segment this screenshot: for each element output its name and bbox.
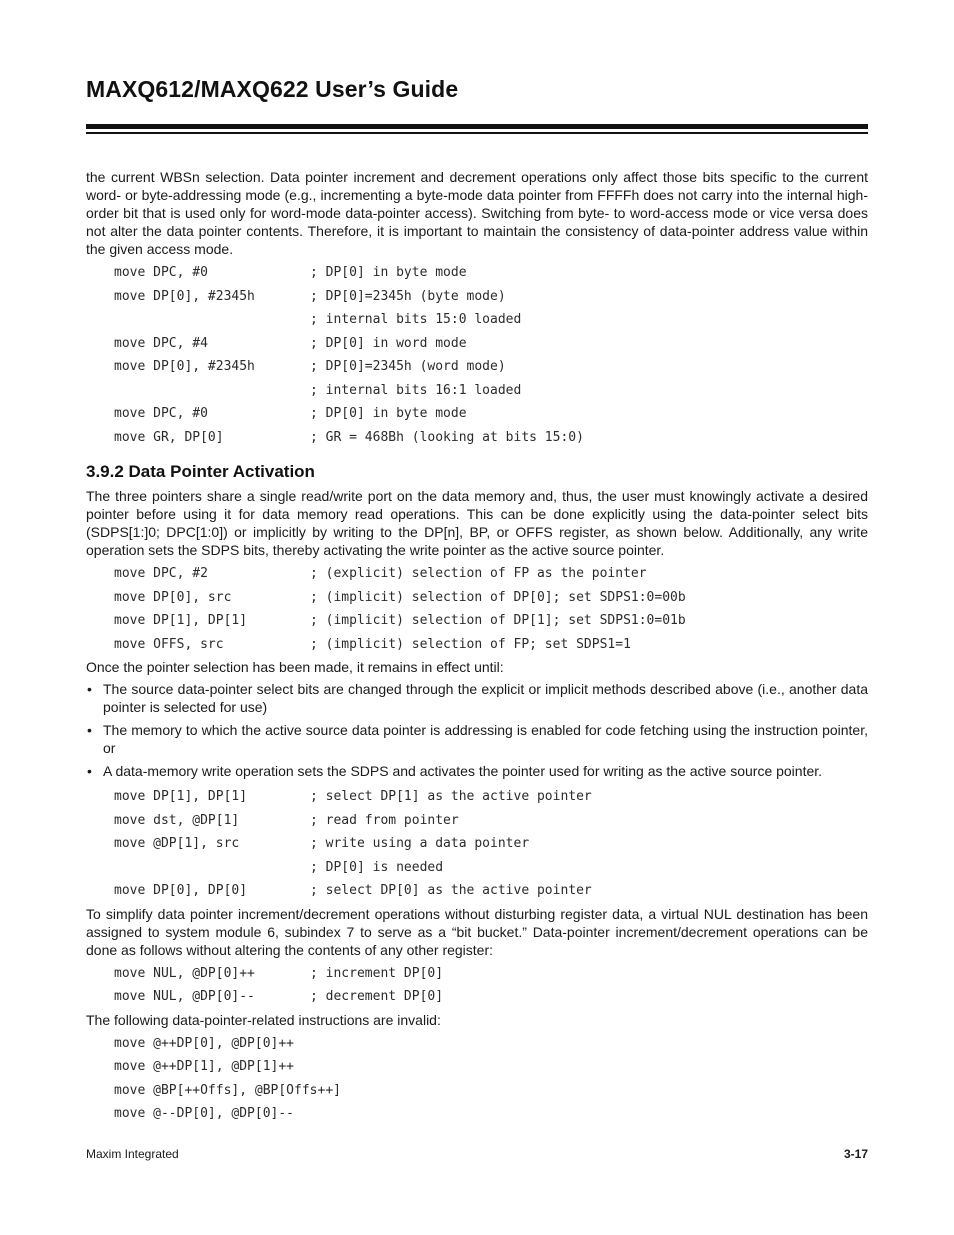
code-comment: ; select DP[0] as the active pointer: [310, 883, 592, 898]
header-rule-thick: [86, 124, 868, 129]
code-line: [114, 609, 868, 633]
code-line: [114, 379, 868, 403]
code-instruction: move NUL, @DP[0]--: [114, 989, 255, 1004]
code-comment: ; DP[0] in byte mode: [310, 265, 467, 280]
section-paragraph-1: The three pointers share a single read/write port on the data memory and, thus, the user must knowingly activate a desired pointer before using it for data memory read operations. This can be done explicitly using the data-pointer select bits (SDPS[1:]0; DPC[1:0]) or implicitly by writing to the DP[n], BP, or OFFS register, as shown below. Additionally, any write operation sets the SDPS bits, thereby activating the write pointer as the active source pointer.: [86, 488, 868, 558]
code-line: [114, 1102, 868, 1126]
code-comment: ; internal bits 15:0 loaded: [310, 312, 522, 327]
code-instruction: move DP[0], src: [114, 589, 232, 605]
code-comment: ; decrement DP[0]: [310, 989, 444, 1004]
code-comment: ; (implicit) selection of DP[1]; set SDPS1:0=01b: [310, 613, 686, 628]
code-instruction: move @DP[1], src: [114, 836, 240, 851]
footer-company: Maxim Integrated: [86, 1147, 179, 1161]
code-instruction: move @++DP[0], @DP[0]++: [114, 1035, 295, 1051]
section-heading: 3.9.2 Data Pointer Activation: [86, 462, 315, 481]
code-instruction: move @BP[++Offs], @BP[Offs++]: [114, 1082, 341, 1098]
code-block-nul-destination: [86, 962, 868, 1009]
code-line: [114, 332, 868, 356]
footer-page-number: 3-17: [843, 1147, 868, 1161]
code-comment: ; write using a data pointer: [310, 836, 530, 851]
code-instruction: move DP[1], DP[1]: [114, 789, 248, 804]
bullet-icon: •: [87, 681, 92, 697]
section-paragraph-4: The following data-pointer-related instructions are invalid:: [86, 1011, 441, 1028]
code-line: [114, 1032, 868, 1056]
code-line: [114, 562, 868, 586]
code-block-invalid-instructions: [86, 1032, 868, 1126]
list-item: [86, 762, 868, 780]
code-comment: ; select DP[1] as the active pointer: [310, 789, 592, 804]
code-instruction: move NUL, @DP[0]++: [114, 965, 255, 981]
code-line: [114, 1079, 868, 1103]
code-instruction: move DPC, #2: [114, 566, 208, 581]
code-comment: ; DP[0] in word mode: [310, 335, 467, 351]
list-item-text: A data-memory write operation sets the SDPS and activates the pointer used for writing as the active source pointer.: [103, 763, 823, 779]
code-comment: ; (implicit) selection of DP[0]; set SDPS1:0=00b: [310, 589, 686, 605]
bullet-icon: •: [87, 763, 92, 779]
code-line: [114, 879, 868, 903]
code-line: [114, 426, 868, 450]
section-paragraph-2: Once the pointer selection has been made, it remains in effect until:: [86, 659, 504, 675]
page-title: MAXQ612/MAXQ622 User’s Guide: [86, 76, 459, 102]
code-line: [114, 856, 868, 880]
code-line: [114, 633, 868, 657]
list-item-text: The source data-pointer select bits are changed through the explicit or implicit methods described above (i.e., another data pointer is selected for use): [103, 681, 868, 715]
section-paragraph-3: To simplify data pointer increment/decrement operations without disturbing register data, a virtual NUL destination has been assigned to system module 6, subindex 7 to serve as a “bit bucket.” Data-pointer increment/decrement operations can be done as follows without altering the contents of any other register:: [86, 905, 868, 958]
code-comment: ; DP[0] is needed: [310, 859, 444, 875]
code-block-pointer-selection: [86, 562, 868, 656]
code-comment: ; GR = 468Bh (looking at bits 15:0): [310, 429, 584, 445]
list-item: [86, 721, 868, 757]
code-line: [114, 261, 868, 285]
code-instruction: move dst, @DP[1]: [114, 812, 240, 828]
bullet-list: [86, 680, 868, 780]
list-item-text: The memory to which the active source data pointer is addressing is enabled for code fetching using the instruction pointer, or: [103, 722, 868, 756]
code-line: [114, 832, 868, 856]
code-block-byte-word-mode: [86, 261, 868, 449]
code-instruction: move DP[0], DP[0]: [114, 883, 248, 898]
code-line: [114, 285, 868, 309]
code-line: [114, 962, 868, 986]
code-line: [114, 985, 868, 1009]
code-comment: ; DP[0]=2345h (byte mode): [310, 288, 506, 304]
intro-paragraph: the current WBSn selection. Data pointer increment and decrement operations only affect those bits specific to the current word- or byte-addressing mode (e.g., incrementing a byte-mode data pointer from FFFFh does not carry into the internal high-order bit that is used only for word-mode data-pointer access). Switching from byte- to word-access mode or vice versa does not alter the data pointer contents. Therefore, it is important to maintain the consistency of data-pointer address value within the given access mode.: [86, 169, 868, 257]
code-instruction: move DP[1], DP[1]: [114, 613, 248, 628]
list-item: [86, 680, 868, 716]
code-comment: ; DP[0]=2345h (word mode): [310, 359, 506, 374]
code-comment: ; (implicit) selection of FP; set SDPS1=1: [310, 636, 631, 652]
code-comment: ; increment DP[0]: [310, 965, 444, 981]
code-line: [114, 308, 868, 332]
code-comment: ; (explicit) selection of FP as the pointer: [310, 566, 647, 581]
code-instruction: [114, 379, 310, 403]
code-line: [114, 1055, 868, 1079]
code-line: [114, 402, 868, 426]
code-line: [114, 586, 868, 610]
code-instruction: move @++DP[1], @DP[1]++: [114, 1059, 295, 1074]
code-instruction: move OFFS, src: [114, 636, 224, 652]
code-instruction: move DP[0], #2345h: [114, 359, 255, 374]
code-instruction: move DP[0], #2345h: [114, 288, 255, 304]
code-instruction: [114, 308, 310, 332]
code-instruction: move DPC, #0: [114, 265, 208, 280]
code-block-active-pointer: [86, 785, 868, 903]
code-instruction: move DPC, #4: [114, 335, 208, 351]
code-line: [114, 355, 868, 379]
header-rule-thin: [86, 132, 868, 134]
code-instruction: move GR, DP[0]: [114, 429, 224, 445]
code-comment: ; internal bits 16:1 loaded: [310, 382, 522, 398]
bullet-icon: •: [87, 722, 92, 738]
code-line: [114, 809, 868, 833]
document-body: [86, 168, 868, 1128]
code-instruction: move DPC, #0: [114, 406, 208, 421]
code-line: [114, 785, 868, 809]
code-comment: ; read from pointer: [310, 812, 459, 828]
code-comment: ; DP[0] in byte mode: [310, 406, 467, 421]
code-instruction: move @--DP[0], @DP[0]--: [114, 1106, 295, 1121]
code-instruction: [114, 856, 310, 880]
